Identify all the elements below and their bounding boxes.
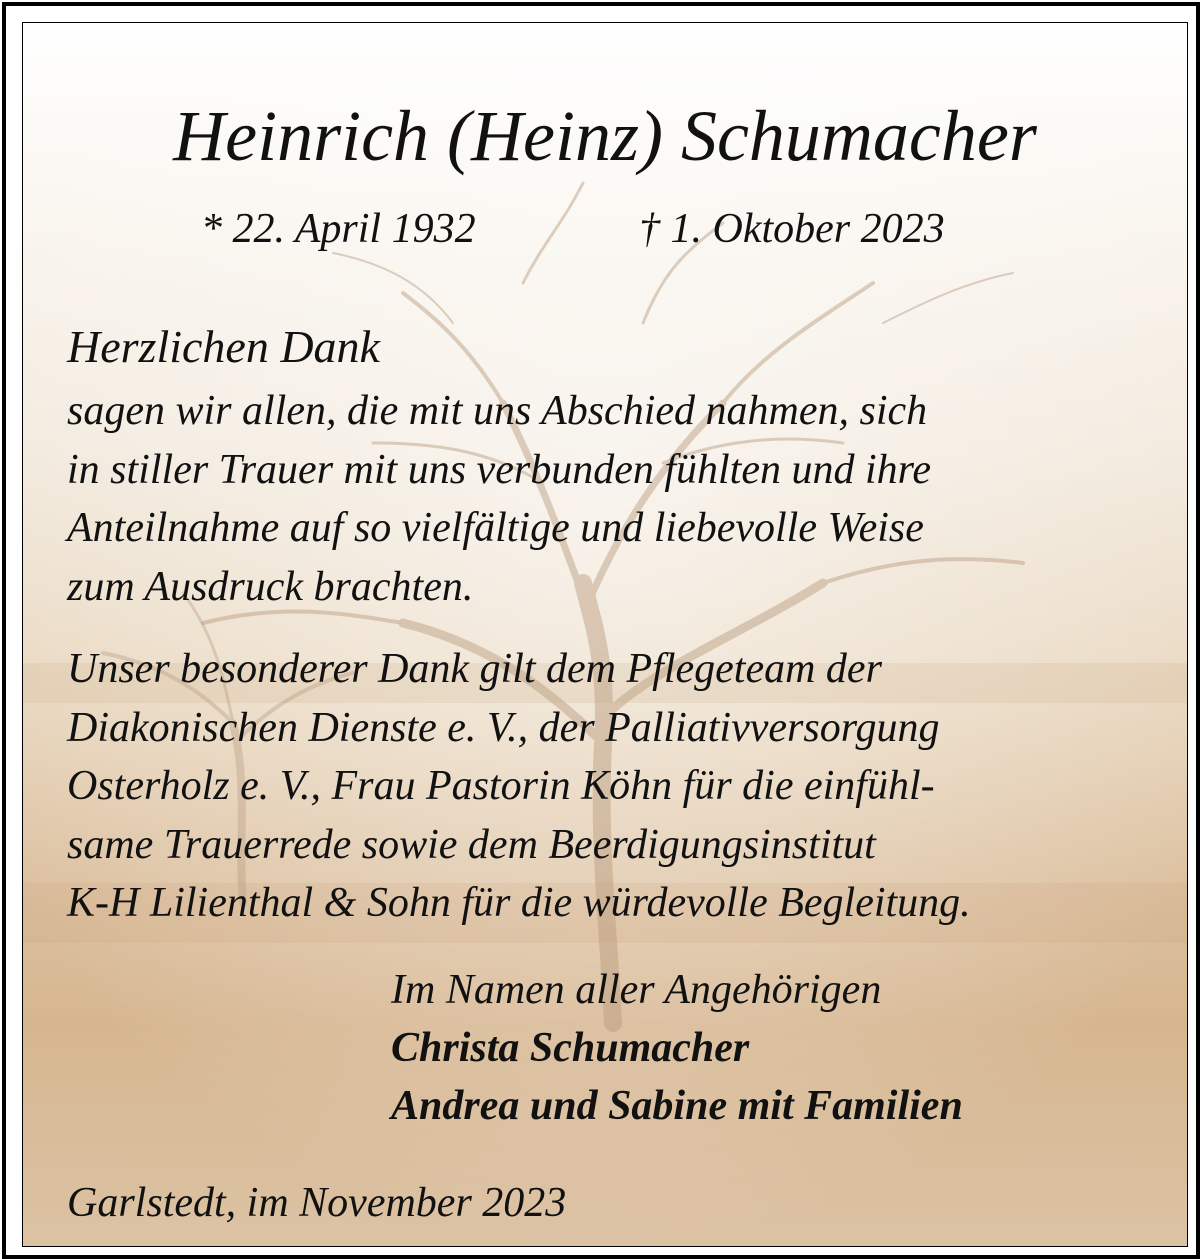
text-line: Osterholz e. V., Frau Pastorin Köhn für die einfühl-	[67, 763, 935, 809]
notice-inner-border	[22, 22, 1188, 1247]
text-line: Unser besonderer Dank gilt dem Pflegeteam der	[67, 646, 882, 692]
text-line: K-H Lilienthal & Sohn für die würdevolle Begleitung.	[67, 880, 971, 926]
text-line: sagen wir allen, die mit uns Abschied nahmen, sich	[67, 388, 928, 434]
deceased-name: Heinrich (Heinz) Schumacher	[173, 96, 1037, 176]
signature-intro: Im Namen aller Angehörigen	[391, 967, 882, 1013]
text-line: zum Ausdruck brachten.	[67, 563, 474, 610]
thanks-heading: Herzlichen Dank	[67, 321, 380, 372]
death-date: † 1. Oktober 2023	[639, 206, 945, 252]
signature-block	[391, 961, 963, 1135]
signature-name: Andrea und Sabine mit Familien	[391, 1083, 963, 1129]
text-line: in stiller Trauer mit uns verbunden fühlten und ihre	[67, 446, 932, 493]
signature-name: Christa Schumacher	[391, 1025, 750, 1071]
text-line: same Trauerrede sowie dem Beerdigungsinstitut	[67, 821, 876, 868]
birth-date: * 22. April 1932	[201, 206, 476, 252]
text-line: Anteilnahme auf so vielfältige und liebevolle Weise	[67, 505, 924, 551]
text-line: Diakonischen Dienste e. V., der Palliativversorgung	[67, 704, 940, 751]
thanks-paragraph-1	[67, 382, 931, 616]
thanks-paragraph-2	[67, 640, 971, 933]
place-and-date: Garlstedt, im November 2023	[67, 1180, 567, 1226]
notice-outer-border	[2, 2, 1200, 1259]
